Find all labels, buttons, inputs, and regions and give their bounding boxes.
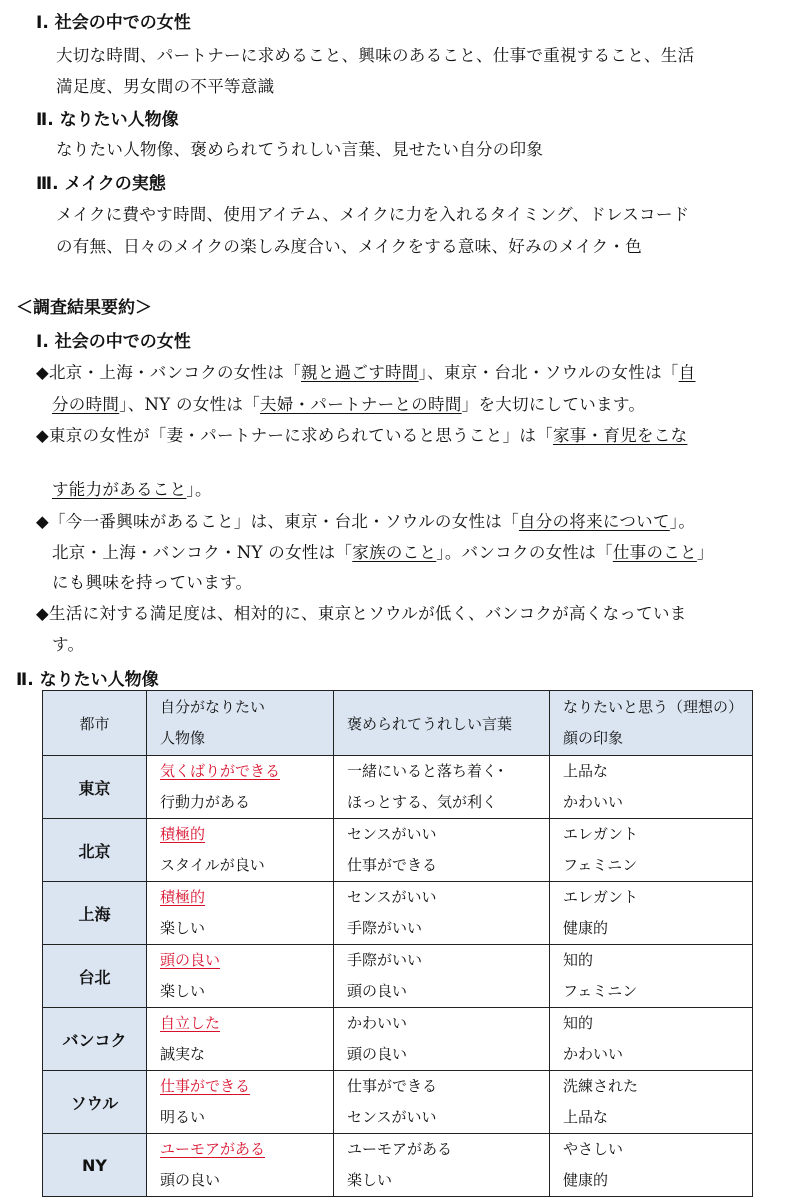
bullet-2-line-2: す能力があること」。 [52,480,212,499]
face-cell: 洗練された 上品な [550,1071,753,1134]
underlined-phrase: 家事・育児をこな [553,426,688,445]
table-row [43,1134,753,1197]
underlined-phrase: 分の時間 [52,395,120,414]
city-cell: NY [43,1134,147,1197]
section-heading-1: Ⅰ. 社会の中での女性 [36,13,191,33]
praise-cell: 一緒にいると落ち着く･ ほっとする、気が利く [334,756,550,819]
praise-cell: 手際がいい 頭の良い [334,945,550,1008]
city-cell: 台北 [43,945,147,1008]
section-1-desc-line-1: 大切な時間、パートナーに求めること、興味のあること、仕事で重視すること、生活 [56,46,695,65]
header-city: 都市 [43,691,147,756]
summary-subheading-1: Ⅰ. 社会の中での女性 [36,332,191,352]
header-praise: 褒められてうれしい言葉 [334,691,550,756]
face-cell: 知的 フェミニン [550,945,753,1008]
table-row [43,1071,753,1134]
underlined-phrase: す能力があること [52,480,187,499]
self-cell: 仕事ができる 明るい [147,1071,334,1134]
face-cell: 上品な かわいい [550,756,753,819]
underlined-phrase: 自 [678,363,696,382]
section-heading-2: Ⅱ. なりたい人物像 [36,110,179,130]
table-row [43,945,753,1008]
city-cell: 上海 [43,882,147,945]
praise-cell: かわいい 頭の良い [334,1008,550,1071]
face-cell: エレガント 健康的 [550,882,753,945]
underlined-phrase: 自分の将来について [518,512,670,531]
summary-title: ＜調査結果要約＞ [16,298,152,318]
self-cell: ユーモアがある 頭の良い [147,1134,334,1197]
bullet-3-line-1: ◆「今一番興味があること」は、東京・台北・ソウルの女性は「自分の将来について」。 [36,512,696,531]
self-cell: 積極的 楽しい [147,882,334,945]
bullet-4-line-1: ◆生活に対する満足度は、相対的に、東京とソウルが低く、バンコクが高くなっていま [36,604,687,623]
praise-cell: センスがいい 手際がいい [334,882,550,945]
table-row [43,756,753,819]
section-3-desc-line-2: の有無、日々のメイクの楽しみ度合い、メイクをする意味、好みのメイク・色 [56,237,643,256]
self-cell: 頭の良い 楽しい [147,945,334,1008]
bullet-3-line-3: にも興味を持っています。 [52,573,253,592]
praise-cell: センスがいい 仕事ができる [334,819,550,882]
table-header-row [43,691,753,756]
face-cell: エレガント フェミニン [550,819,753,882]
summary-subheading-2: Ⅱ. なりたい人物像 [16,670,159,690]
praise-cell: ユーモアがある 楽しい [334,1134,550,1197]
underlined-phrase: 親と過ごす時間 [301,363,419,382]
bullet-1-line-1: ◆北京・上海・バンコクの女性は「親と過ごす時間」、東京・台北・ソウルの女性は「自 [36,363,696,382]
underlined-phrase: 家族のこと [352,543,437,562]
bullet-4-line-2: す。 [52,635,85,654]
city-cell: 東京 [43,756,147,819]
face-cell: 知的 かわいい [550,1008,753,1071]
section-2-desc-line-1: なりたい人物像、褒められてうれしい言葉、見せたい自分の印象 [56,140,544,159]
bullet-2-line-1: ◆東京の女性が「妻・パートナーに求められていると思うこと」は「家事・育児をこな [36,426,688,445]
section-heading-3: Ⅲ. メイクの実態 [36,174,166,194]
praise-cell: 仕事ができる センスがいい [334,1071,550,1134]
self-cell: 気くばりができる 行動力がある [147,756,334,819]
table-row [43,1008,753,1071]
underlined-phrase: 夫婦・パートナーとの時間 [260,395,462,414]
section-1-desc-line-2: 満足度、男女間の不平等意識 [56,77,275,96]
self-cell: 積極的 スタイルが良い [147,819,334,882]
city-cell: バンコク [43,1008,147,1071]
bullet-3-line-2: 北京・上海・バンコク・NY の女性は「家族のこと」。バンコクの女性は「仕事のこと」 [52,543,714,562]
city-cell: ソウル [43,1071,147,1134]
header-self: 自分がなりたい 人物像 [147,691,334,756]
header-face: なりたいと思う（理想の） 顔の印象 [550,691,753,756]
self-cell: 自立した 誠実な [147,1008,334,1071]
face-cell: やさしい 健康的 [550,1134,753,1197]
underlined-phrase: 仕事のこと [612,543,697,562]
ideal-person-table [42,690,753,1197]
table-row [43,819,753,882]
bullet-1-line-2: 分の時間」、NY の女性は「夫婦・パートナーとの時間」を大切にしています。 [52,395,646,414]
section-3-desc-line-1: メイクに費やす時間、使用アイテム、メイクに力を入れるタイミング、ドレスコード [56,205,690,224]
table-row [43,882,753,945]
city-cell: 北京 [43,819,147,882]
